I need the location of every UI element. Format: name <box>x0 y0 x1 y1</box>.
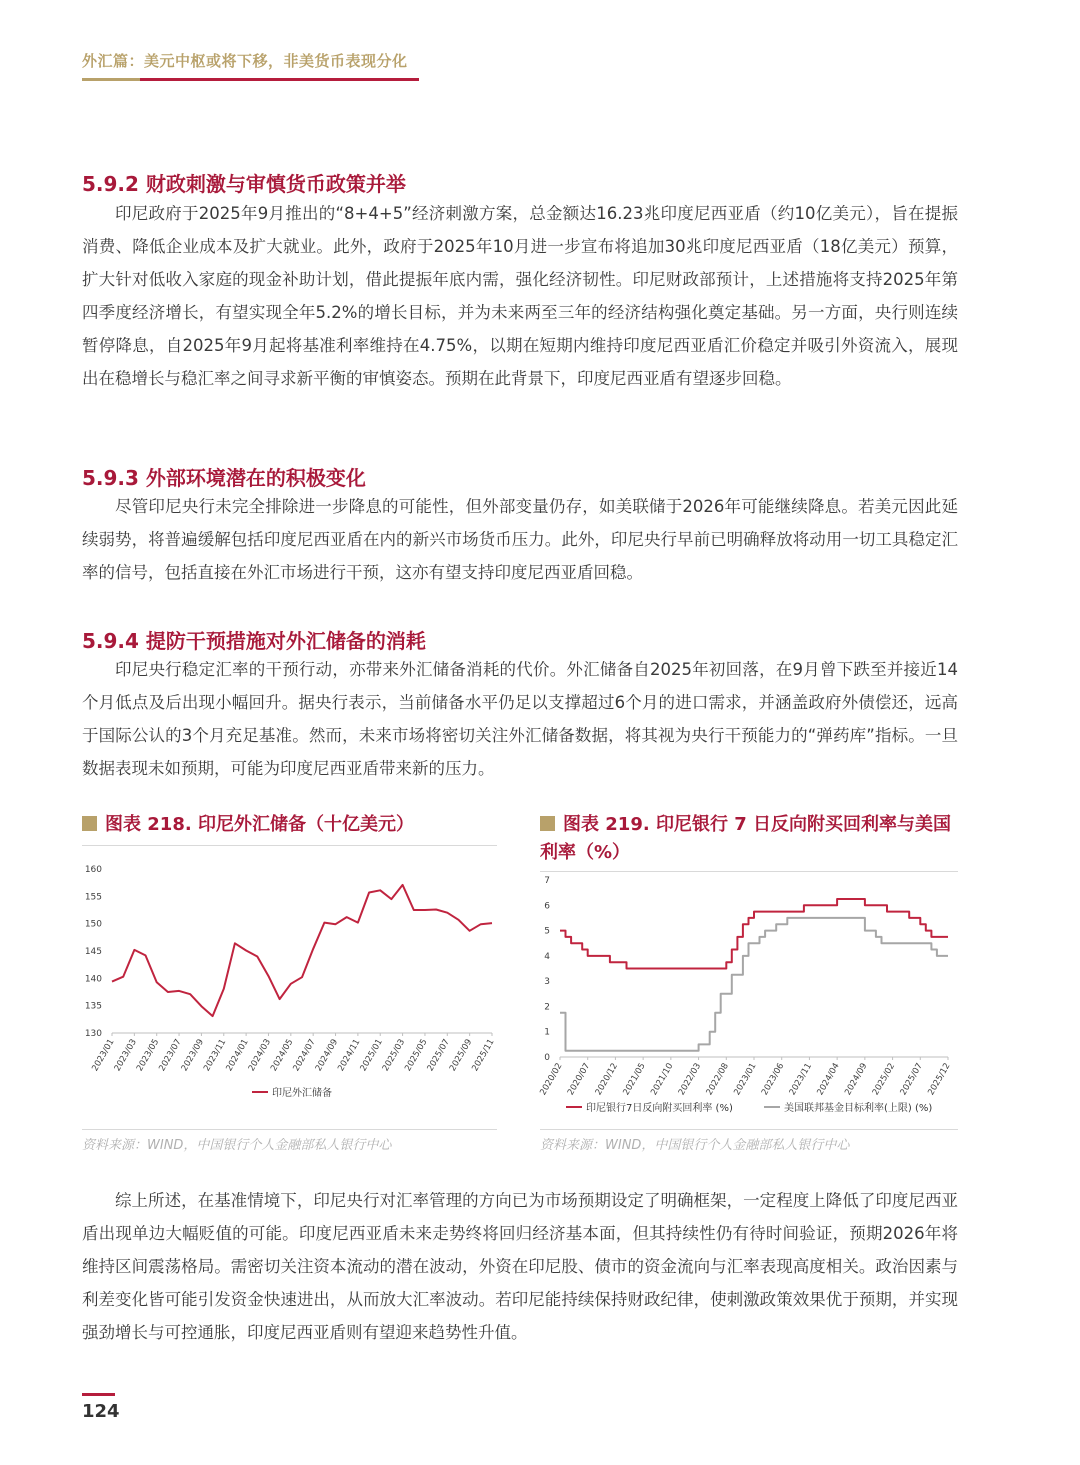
reserves-y-tick-label: 150 <box>84 919 102 930</box>
reserves-x-tick-label: 2024/05 <box>269 1037 296 1074</box>
reserves-y-tick-label: 145 <box>84 947 102 957</box>
figure-219-title-text: 图表 219. 印尼银行 7 日反向附买回利率与美国利率（%） <box>540 814 952 863</box>
figure-218-bottom-rule <box>82 1129 497 1130</box>
section-paragraph-593: 尽管印尼央行未完全排除进一步降息的可能性，但外部变量仍存，如美联储于2026年可能继续降息。若美元因此延续弱势，将普遍缓解包括印度尼西亚盾在内的新兴市场货币压力。此外，印尼央行早前已明确释放将动用一切工具稳定汇率的信号，包括直接在外汇市场进行干预，这亦有望支持印度尼西亚盾回稳。 <box>82 497 958 582</box>
reserves-x-tick-label: 2025/07 <box>425 1037 452 1074</box>
rates-x-tick-label: 2023/01 <box>732 1061 759 1098</box>
reserves-x-tick-label: 2024/03 <box>246 1037 274 1074</box>
reserves-y-tick-label: 160 <box>84 865 102 875</box>
rates-x-tick-label: 2025/07 <box>898 1061 925 1098</box>
rates-x-tick-label: 2023/06 <box>759 1061 787 1098</box>
figure-219-source: 资料来源：WIND，中国银行个人金融部私人银行中心 <box>540 1138 850 1153</box>
rates-x-tick-label: 2023/11 <box>787 1061 815 1098</box>
reserves-x-tick-label: 2023/05 <box>134 1037 162 1074</box>
reserves-x-tick-label: 2023/07 <box>157 1037 184 1074</box>
rates-y-tick-label: 6 <box>544 901 550 912</box>
reserves-x-tick-label: 2024/11 <box>336 1037 363 1074</box>
figure-219-bottom-rule <box>540 1129 958 1130</box>
rates-x-tick-label: 2021/10 <box>649 1061 676 1098</box>
rates-x-tick-label: 2020/12 <box>593 1061 621 1098</box>
reserves-y-tick-label: 140 <box>84 974 102 985</box>
section-heading-592: 5.9.2 财政刺激与审慎货币政策并举 <box>82 172 406 196</box>
figure-218-title <box>82 811 502 839</box>
reserves-x-tick-label: 2024/01 <box>224 1037 251 1074</box>
reserves-x-tick-label: 2023/09 <box>179 1037 207 1074</box>
reserves-x-tick-label: 2023/01 <box>90 1037 117 1074</box>
header-rule-accent <box>82 78 140 81</box>
reserves-y-tick-label: 155 <box>84 892 102 903</box>
reserves-series-line-0 <box>112 885 492 1016</box>
reserves-y-tick-label: 130 <box>84 1029 102 1039</box>
rates-x-tick-label: 2025/12 <box>926 1061 953 1098</box>
reserves-legend-label: 印尼外汇储备 <box>272 1088 332 1099</box>
reserves-x-tick-label: 2025/05 <box>403 1037 430 1074</box>
section-heading-594: 5.9.4 提防干预措施对外汇储备的消耗 <box>82 629 426 653</box>
square-bullet-icon <box>82 816 97 831</box>
section-heading-593: 5.9.3 外部环境潜在的积极变化 <box>82 466 366 490</box>
rates-x-tick-label: 2025/02 <box>870 1061 898 1098</box>
reserves-chart <box>82 855 500 1117</box>
figure-218-top-rule <box>82 845 497 846</box>
rates-x-tick-label: 2024/09 <box>843 1061 870 1098</box>
rates-x-tick-label: 2020/02 <box>538 1061 565 1098</box>
reserves-x-tick-label: 2025/11 <box>470 1037 497 1074</box>
figure-218-source: 资料来源：WIND，中国银行个人金融部私人银行中心 <box>82 1138 392 1153</box>
reserves-x-tick-label: 2023/11 <box>202 1037 229 1074</box>
reserves-x-tick-label: 2024/07 <box>291 1037 318 1074</box>
rates-x-tick-label: 2020/07 <box>565 1061 593 1098</box>
rates-series-line-0 <box>560 899 948 969</box>
figure-218-title-text: 图表 218. 印尼外汇储备（十亿美元） <box>105 814 414 835</box>
figure-219-top-rule <box>540 871 958 872</box>
reserves-x-tick-label: 2024/09 <box>313 1037 341 1074</box>
running-header: 外汇篇：美元中枢或将下移，非美货币表现分化 <box>82 52 408 70</box>
rates-y-tick-label: 0 <box>544 1053 550 1063</box>
page-number-rule <box>82 1393 115 1396</box>
square-bullet-icon <box>540 816 555 831</box>
rates-x-tick-label: 2021/05 <box>621 1061 648 1098</box>
rates-y-tick-label: 5 <box>544 926 550 937</box>
rates-series-line-1 <box>560 918 948 1051</box>
rates-y-tick-label: 4 <box>544 951 550 962</box>
rates-x-tick-label: 2022/03 <box>676 1061 704 1098</box>
rates-y-tick-label: 3 <box>544 977 550 988</box>
conclusion-paragraph: 综上所述，在基准情境下，印尼央行对汇率管理的方向已为市场预期设定了明确框架，一定程度上降低了印度尼西亚盾出现单边大幅贬值的可能。印度尼西亚盾未来走势终将回归经济基本面，但其持续性仍有待时间验证，预期2026年将维持区间震荡格局。需密切关注资本流动的潜在波动，外资在印尼股、债市的资金流向与汇率表现高度相关。政治因素与利差变化皆可能引发资金快速进出，从而放大汇率波动。若印尼能持续保持财政纪律，使刺激政策效果优于预期，并实现强劲增长与可控通胀，印度尼西亚盾则有望迎来趋势性升值。 <box>82 1191 958 1342</box>
rates-chart <box>536 873 958 1125</box>
section-paragraph-592: 印尼政府于2025年9月推出的“8+4+5”经济刺激方案，总金额达16.23兆印度尼西亚盾（约10亿美元），旨在提振消费、降低企业成本及扩大就业。此外，政府于2025年10月进一步宣布将追加30兆印度尼西亚盾（18亿美元）预算，扩大针对低收入家庭的现金补助计划，借此提振年底内需，强化经济韧性。印尼财政部预计，上述措施将支持2025年第四季度经济增长，有望实现全年5.2%的增长目标，并为未来两至三年的经济结构强化奠定基础。另一方面，央行则连续暂停降息，自2025年9月起将基准利率维持在4.75%，以期在短期内维持印度尼西亚盾汇价稳定并吸引外资流入，展现出在稳增长与稳汇率之间寻求新平衡的审慎姿态。预期在此背景下，印度尼西亚盾有望逐步回稳。 <box>82 204 958 388</box>
reserves-x-tick-label: 2025/01 <box>358 1037 385 1074</box>
rates-y-tick-label: 1 <box>544 1027 550 1038</box>
rates-y-tick-label: 7 <box>544 876 550 886</box>
figure-219-title <box>540 811 960 867</box>
reserves-x-tick-label: 2023/03 <box>112 1037 139 1074</box>
reserves-x-tick-label: 2025/09 <box>447 1037 475 1074</box>
rates-x-tick-label: 2024/04 <box>815 1061 842 1098</box>
rates-legend-label: 美国联邦基金目标利率(上限) (%) <box>784 1103 933 1114</box>
rates-legend-label: 印尼银行7日反向附买回利率 (%) <box>586 1103 733 1114</box>
reserves-x-tick-label: 2025/03 <box>380 1037 408 1074</box>
page-number: 124 <box>82 1401 120 1422</box>
rates-y-tick-label: 2 <box>544 1002 550 1013</box>
section-paragraph-594: 印尼央行稳定汇率的干预行动，亦带来外汇储备消耗的代价。外汇储备自2025年初回落，在9月曾下跌至并接近14个月低点及后出现小幅回升。据央行表示，当前储备水平仍足以支撑超过6个月的进口需求，并涵盖政府外债偿还，远高于国际公认的3个月充足基准。然而，未来市场将密切关注外汇储备数据，将其视为央行干预能力的“弹药库”指标。一旦数据表现未如预期，可能为印度尼西亚盾带来新的压力。 <box>82 660 958 778</box>
rates-x-tick-label: 2022/08 <box>704 1061 731 1098</box>
reserves-y-tick-label: 135 <box>84 1001 102 1012</box>
